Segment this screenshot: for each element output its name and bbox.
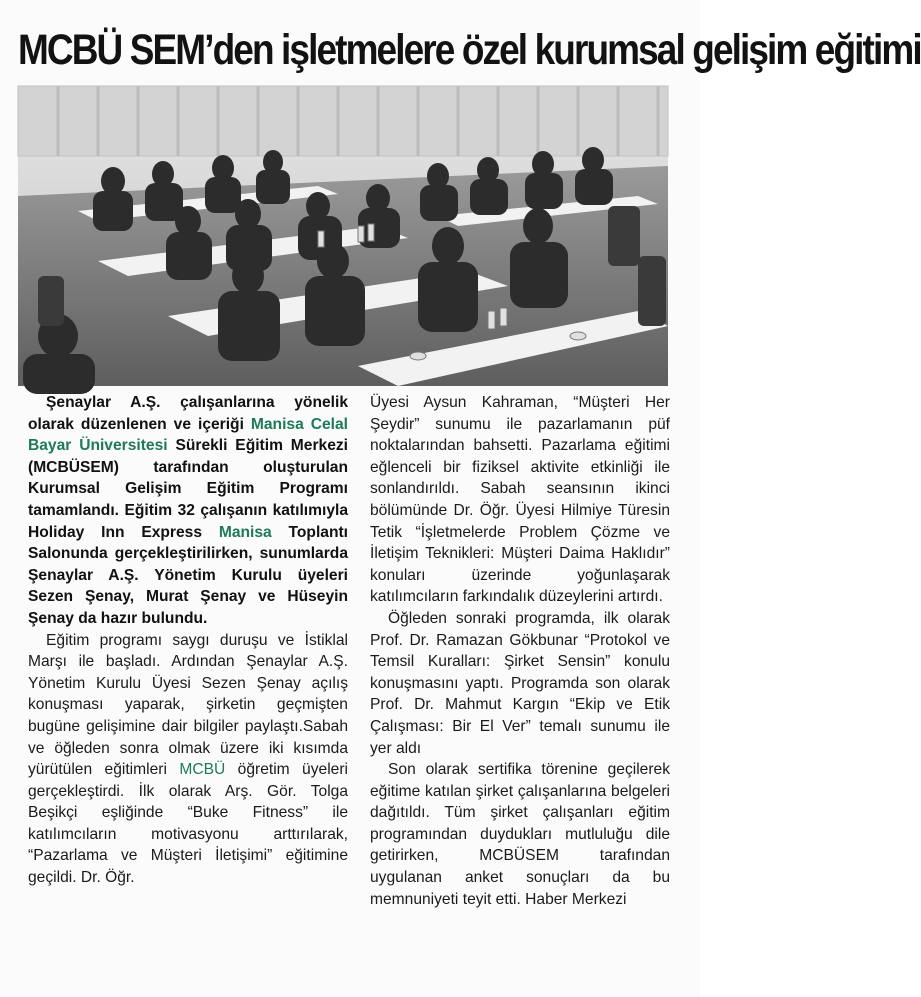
lead-text-3: Toplantı Salonunda gerçekleştirilirken, sunumlarda Şenaylar A.Ş. Yönetim Kurulu üyeleri Sezen Şenay, Murat Şenay ve Hüseyin Şenay da hazır bulundu. bbox=[28, 523, 349, 627]
body-paragraph-4: Son olarak sertifika törenine geçilerek eğitime katılan şirket çalışanlarına belgeleri dağıtıldı. Tüm şirket çalışanları eğitim programından duydukları mutluluğu dile getirirken, MCBÜSEM tarafından uygulanan anket sonuçları da bu memnuniyeti teyit etti. Haber Merkezi bbox=[370, 761, 670, 908]
body-highlight-mcbu: MCBÜ bbox=[179, 761, 226, 779]
lead-paragraph bbox=[28, 392, 348, 630]
body-text-1: Eğitim programı saygı duruşu ve İstiklal Marşı ile başladı. Ardından Şenaylar A.Ş. Yönetim Kurulu Üyesi Sezen Şenay açılış konuşması yaparak, şirketin geçmişten bugüne gelişimine dair bilgiler paylaştı.Sabah ve öğleden sonra olmak üzere iki kısımda yürütülen eğitimleri bbox=[28, 631, 348, 779]
right-column bbox=[370, 392, 670, 910]
body-text-1-end: öğretim üyeleri gerçekleştirdi. İlk olarak Arş. Gör. Tolga Beşikçi eşliğinde “Buke Fitness” ile katılımcıların motivasyonu arttırılarak, “Pazarlama ve Müşteri İletişimi” eğitimine geçildi. Dr. Öğr. bbox=[28, 761, 348, 887]
lead-text-1: Şenaylar A.Ş. çalışanlarına yönelik olarak düzenlenen ve içeriği bbox=[28, 394, 348, 433]
left-column bbox=[28, 392, 348, 889]
seminar-photo bbox=[18, 86, 668, 386]
lead-highlight-university: Manisa Celal Bayar Üniversitesi bbox=[28, 415, 348, 455]
body-paragraph-1 bbox=[28, 630, 348, 889]
lead-highlight-city: Manisa bbox=[218, 523, 272, 541]
seminar-room-illustration bbox=[18, 86, 668, 386]
body-paragraph-3: Öğleden sonraki programda, ilk olarak Prof. Dr. Ramazan Gökbunar “Protokol ve Temsil Kuralları: Şirket Sensin” konulu konuşmasını yaptı. Programda son olarak Prof. Dr. Mahmut Kargın “Ekip ve Etik Çalışması: Bir El Ver” temalı sunumu ile yer aldı bbox=[370, 609, 670, 757]
headline: MCBÜ SEM’den işletmelere özel kurumsal gelişim eğitimi bbox=[18, 26, 921, 74]
lead-text-2: Sürekli Eğitim Merkezi (MCBÜSEM) tarafından oluşturulan Kurumsal Gelişim Eğitim Programı tamamlandı. Eğitim 32 çalışanın katılımıyla Holiday Inn Express bbox=[28, 437, 349, 541]
body-paragraph-2: Üyesi Aysun Kahraman, “Müşteri Her Şeydir” sunumu ile pazarlamanın püf noktalarından bahsetti. Pazarlama eğitimi eğlenceli bir fiziksel aktivite etkinliği ile sonlandırıldı. Sabah seansının ikinci bölümünde Dr. Öğr. Üyesi Hilmiye Türesin Tetik “İşletmelerde Problem Çözme ve İletişim Teknikleri: Müşteri Daima Haklıdır” konuları üzerinde yoğunlaşarak katılımcıların farkındalık düzeylerini artırdı. bbox=[370, 394, 670, 606]
